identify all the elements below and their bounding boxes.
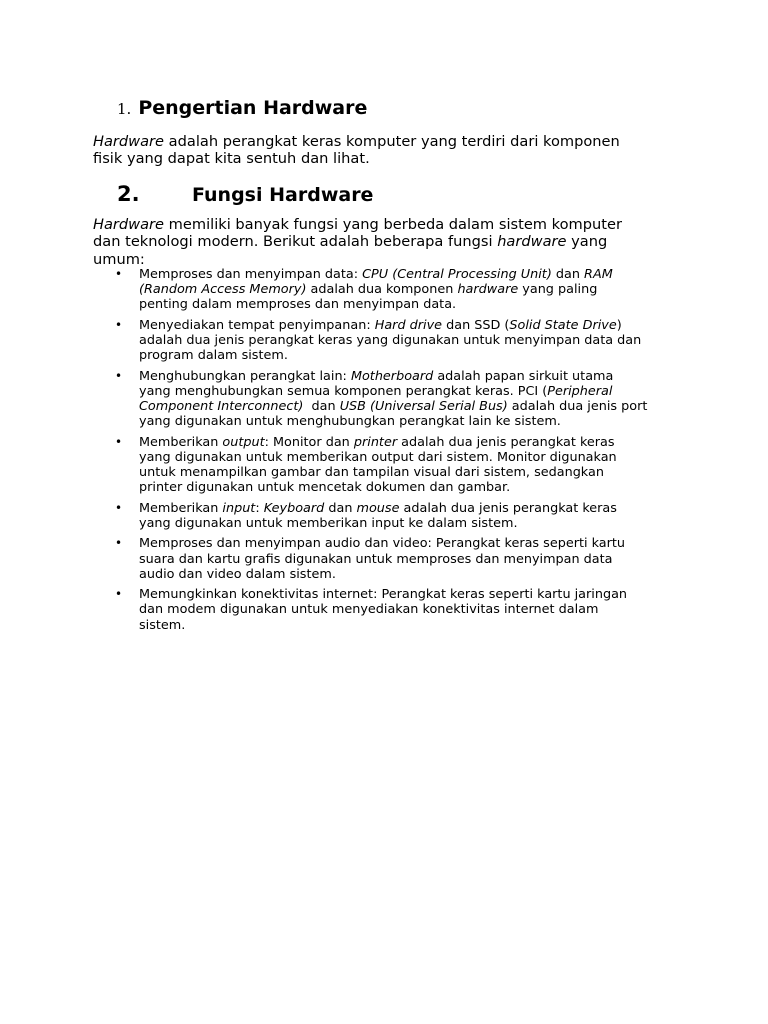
italic-term: hardware xyxy=(497,233,567,251)
paragraph-line xyxy=(93,233,693,250)
italic-term: Solid State Drive xyxy=(509,317,617,333)
italic-term: mouse xyxy=(356,500,400,516)
text-span: memiliki banyak fungsi yang berbeda dalam sistem komputer xyxy=(164,216,622,233)
text-span: yang paling xyxy=(518,282,598,298)
list-item xyxy=(0,501,768,531)
text-span: adalah dua jenis perangkat keras xyxy=(397,434,615,450)
list-item-line xyxy=(139,501,768,516)
italic-term: RAM xyxy=(584,267,613,282)
list-item-line: audio dan video dalam sistem. xyxy=(139,566,336,582)
text-span: dan xyxy=(303,398,340,414)
paragraph-line xyxy=(93,133,693,150)
list-item xyxy=(0,587,768,632)
paragraph-line: umum: xyxy=(93,250,145,268)
list-item-line: Memproses dan menyimpan audio dan video: Perangkat keras seperti kartu xyxy=(139,536,626,552)
text-span: : xyxy=(255,500,264,516)
text-span: Menyediakan tempat penyimpanan: xyxy=(139,317,375,333)
bullet-icon: • xyxy=(115,267,123,281)
text-span: dan SSD ( xyxy=(442,317,510,333)
italic-term: Keyboard xyxy=(263,500,325,516)
italic-term: Hardware xyxy=(93,216,165,233)
list-item-line xyxy=(139,282,768,297)
list-item-line xyxy=(139,369,768,384)
bullet-icon: • xyxy=(115,536,123,551)
text-span: adalah papan sirkuit utama xyxy=(433,368,614,384)
list-item xyxy=(0,369,768,429)
list-item-line: yang digunakan untuk memberikan output dari sistem. Monitor digunakan xyxy=(139,449,617,465)
list-item-line: yang digunakan untuk menghubungkan perangkat lain ke sistem. xyxy=(139,414,561,430)
bullet-icon: • xyxy=(115,434,123,449)
bullet-icon: • xyxy=(115,368,123,383)
italic-term: Component Interconnect) xyxy=(139,398,304,414)
italic-term: Hardware xyxy=(93,133,165,150)
list-item-line xyxy=(139,267,768,282)
list-item-line: suara dan kartu grafis digunakan untuk memproses dan menyimpan data xyxy=(139,551,613,567)
italic-term: hardware xyxy=(457,282,519,298)
italic-term: CPU (Central Processing Unit) xyxy=(362,267,552,282)
text-span: adalah dua komponen xyxy=(306,282,458,298)
italic-term: Motherboard xyxy=(350,368,434,384)
text-span: Memproses dan menyimpan data: xyxy=(139,267,363,282)
bullet-icon: • xyxy=(115,500,123,515)
list-item xyxy=(0,435,768,495)
list-item-line: yang digunakan untuk memberikan input ke dalam sistem. xyxy=(139,515,518,531)
bullet-icon: • xyxy=(115,317,123,332)
list-item-line: adalah dua jenis perangkat keras yang digunakan untuk menyimpan data dan xyxy=(139,332,642,348)
italic-term: USB (Universal Serial Bus) xyxy=(339,398,508,414)
text-span: ) xyxy=(616,317,622,333)
italic-term: Peripheral xyxy=(547,383,613,399)
section-1-number: 1. xyxy=(117,100,132,118)
text-span: dan xyxy=(551,267,585,282)
text-span: : Monitor dan xyxy=(264,434,354,450)
list-item-line xyxy=(139,384,768,399)
text-span: yang menghubungkan semua komponen perangkat keras. PCI ( xyxy=(139,383,548,399)
section-1-heading xyxy=(117,97,367,120)
italic-term: Hard drive xyxy=(374,317,443,333)
paragraph-line xyxy=(93,216,693,233)
bullet-icon: • xyxy=(115,587,123,602)
hardware-functions-list xyxy=(0,267,768,638)
list-item-line xyxy=(139,318,768,333)
section-2-paragraph xyxy=(93,216,693,268)
section-2-number: 2. xyxy=(117,182,140,206)
section-2-title: Fungsi Hardware xyxy=(192,184,374,206)
text-span: dan teknologi modern. Berikut adalah beberapa fungsi xyxy=(93,233,498,251)
text-span: yang xyxy=(566,233,608,251)
text-span: adalah dua jenis port xyxy=(507,398,648,414)
list-item xyxy=(0,318,768,363)
list-item-line: printer digunakan untuk mencetak dokumen dan gambar. xyxy=(139,480,511,495)
list-item-line: dan modem digunakan untuk menyediakan konektivitas internet dalam xyxy=(139,602,599,618)
list-item-line xyxy=(139,435,768,450)
italic-term: output xyxy=(222,434,265,450)
text-span: Memberikan xyxy=(139,500,223,516)
text-span: Memberikan xyxy=(139,434,223,450)
section-1-paragraph xyxy=(93,133,693,168)
text-span: dan xyxy=(324,500,357,516)
italic-term: input xyxy=(222,500,256,516)
section-1-title: Pengertian Hardware xyxy=(138,97,368,119)
list-item-line xyxy=(139,399,768,414)
list-item-line: Memungkinkan konektivitas internet: Perangkat keras seperti kartu jaringan xyxy=(139,587,628,603)
section-2-heading xyxy=(117,183,373,206)
list-item-line: program dalam sistem. xyxy=(139,348,288,364)
list-item xyxy=(0,536,768,581)
paragraph-line: fisik yang dapat kita sentuh dan lihat. xyxy=(93,150,370,168)
text-span: Menghubungkan perangkat lain: xyxy=(139,368,351,384)
list-item-line: sistem. xyxy=(139,617,186,633)
italic-term: printer xyxy=(353,434,398,450)
text-span: adalah dua jenis perangkat keras xyxy=(399,500,617,516)
list-item xyxy=(0,267,768,312)
text-span: adalah perangkat keras komputer yang terdiri dari komponen xyxy=(164,133,620,150)
list-item-line: untuk menampilkan gambar dan tampilan visual dari sistem, sedangkan xyxy=(139,464,604,480)
italic-term: (Random Access Memory) xyxy=(139,282,307,298)
list-item-line: penting dalam memproses dan menyimpan data. xyxy=(139,297,457,313)
